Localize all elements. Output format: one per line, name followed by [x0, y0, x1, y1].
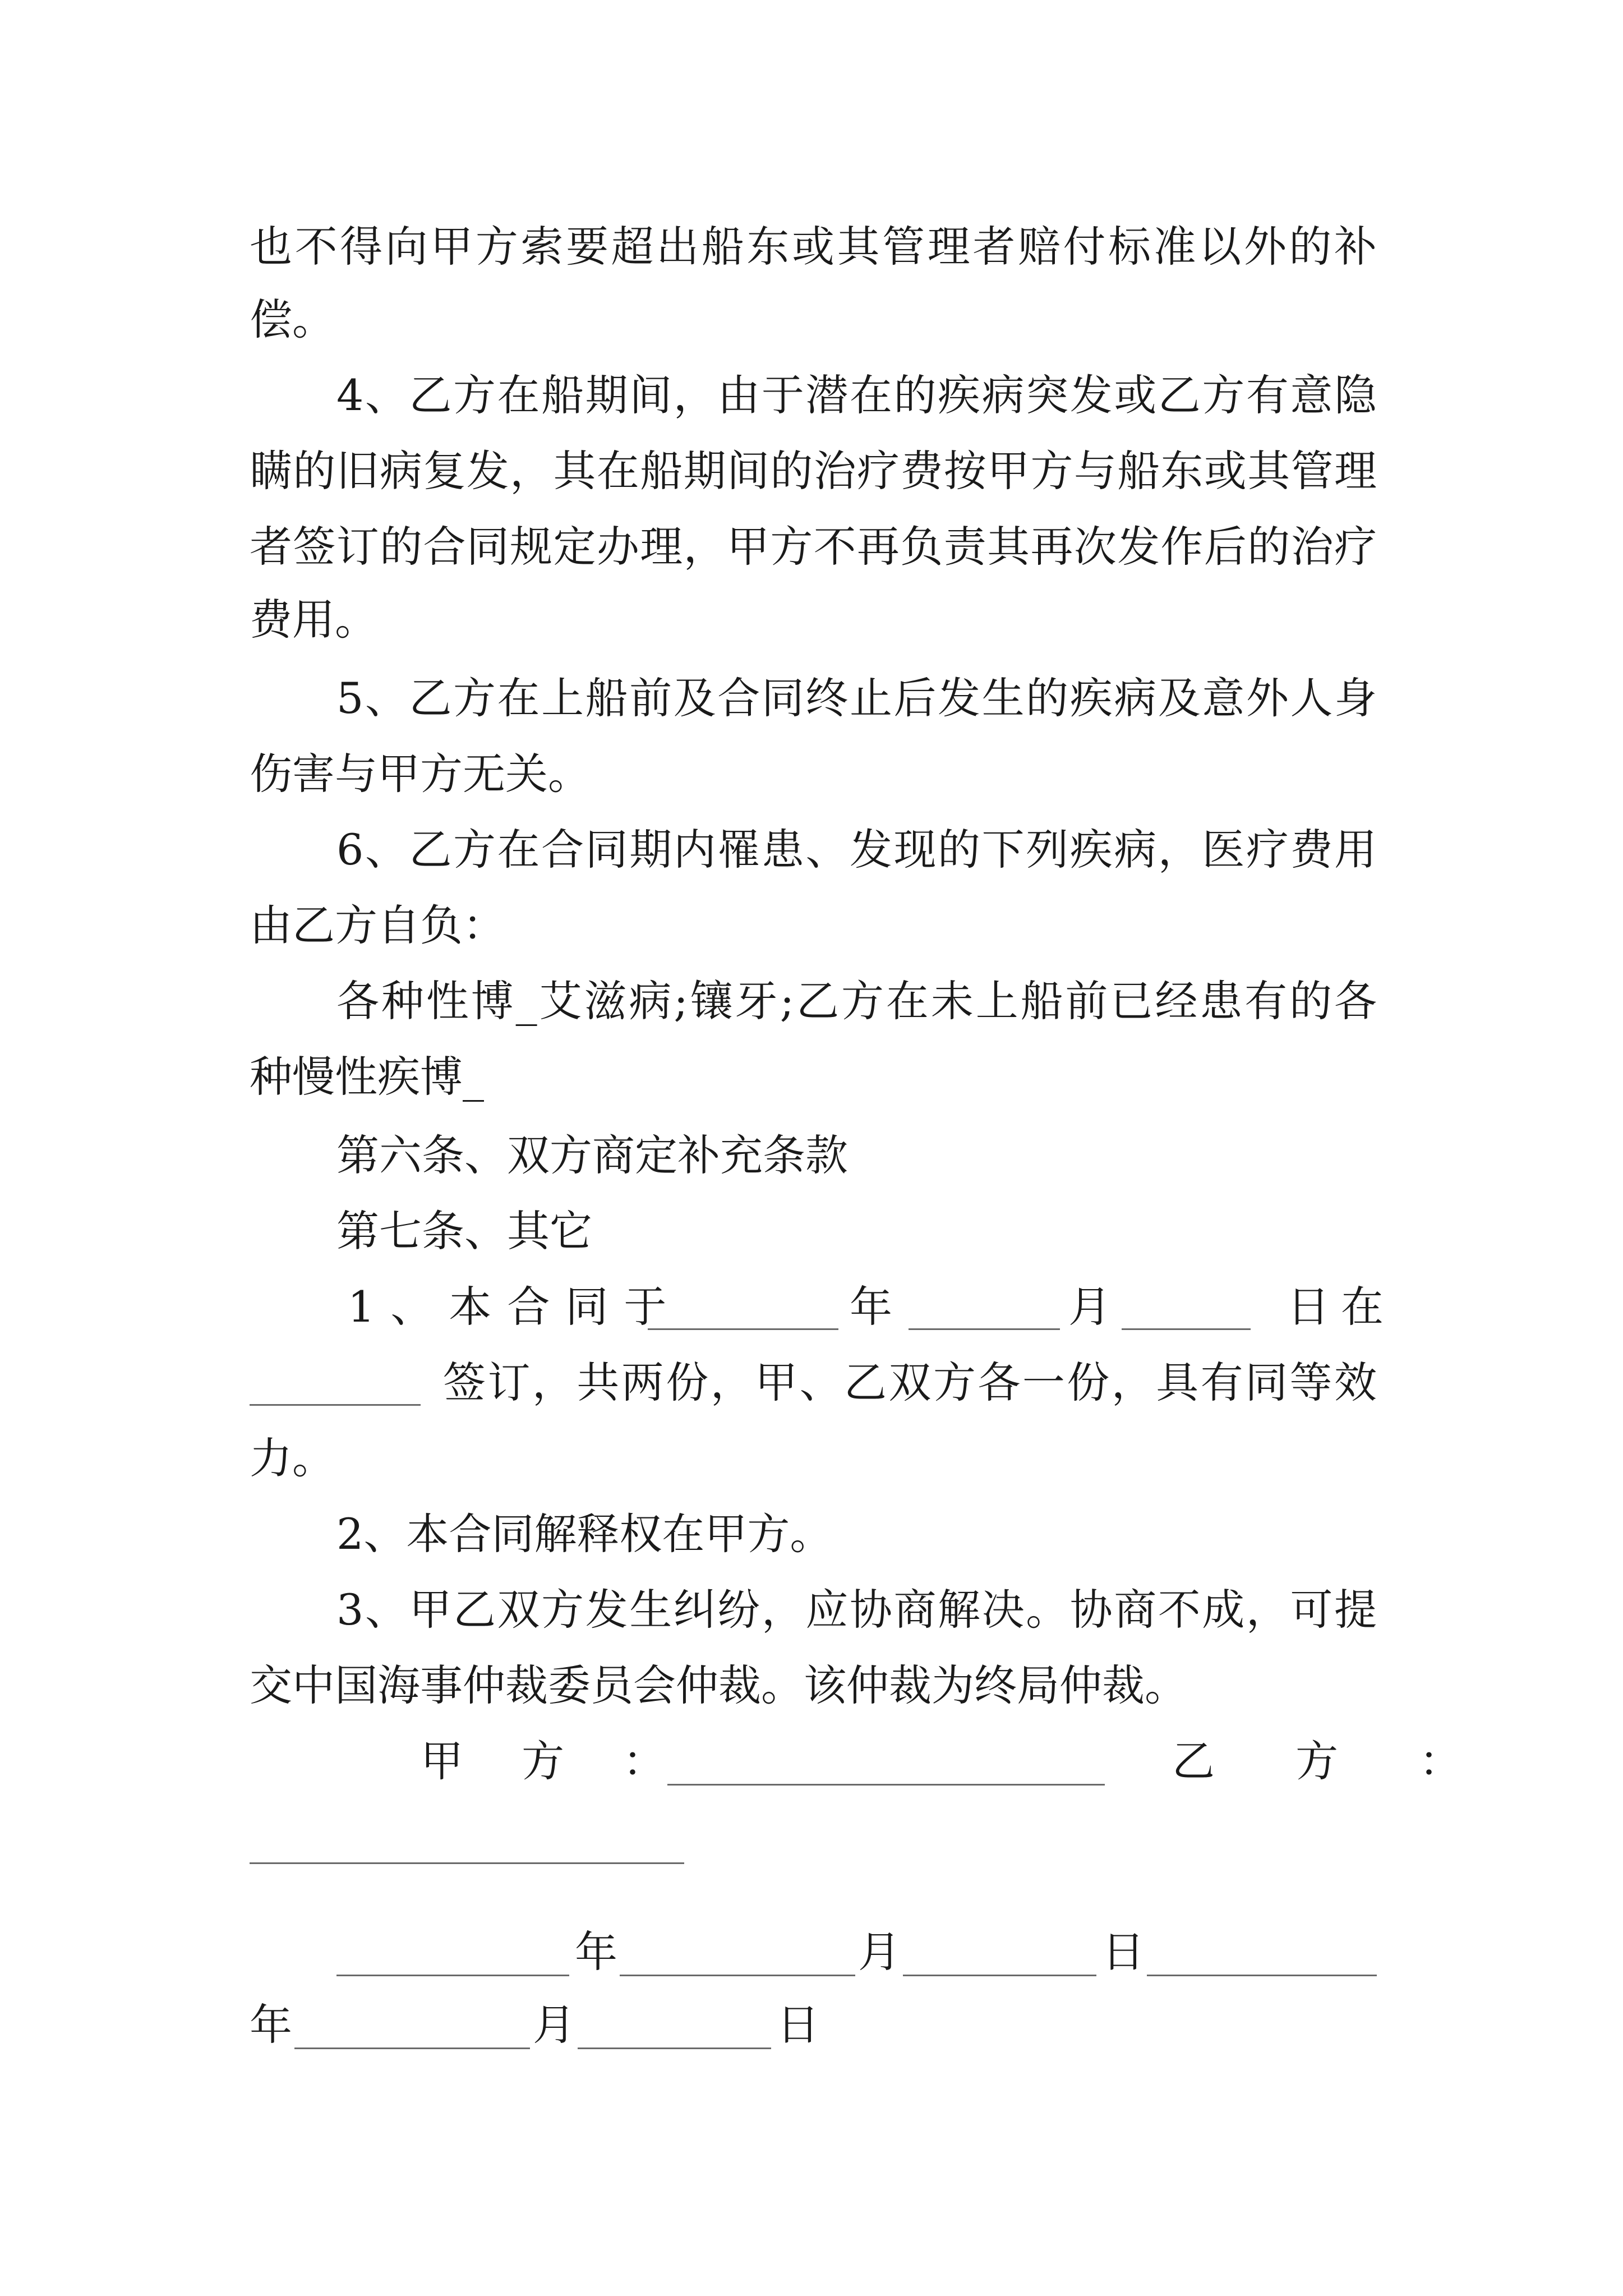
- clause-1-rest: 签订，共两份，甲、乙双方各一份，具有同等效: [443, 1358, 1377, 1407]
- article-six-heading: 第六条、双方商定补充条款: [336, 1130, 848, 1180]
- party-a-year-label: 年: [575, 1927, 617, 1977]
- clause-1-day: 日在: [1287, 1282, 1395, 1332]
- party-b-year-label: 年: [250, 2000, 292, 2050]
- clause-4-line: 瞒的旧病复发，其在船期间的治疗费按甲方与船东或其管理: [250, 446, 1377, 496]
- place-blank[interactable]: [250, 1404, 421, 1406]
- clause-1-prefix: 1、本合同于: [348, 1282, 683, 1332]
- article-seven-heading: 第七条、其它: [336, 1206, 592, 1256]
- paragraph-line: 也不得向甲方索要超出船东或其管理者赔付标准以外的补: [250, 222, 1377, 272]
- disease-list-line: 种慢性疾博_: [250, 1052, 484, 1102]
- month-blank[interactable]: [909, 1328, 1060, 1330]
- party-a-label: 甲 方 ：: [421, 1736, 688, 1786]
- party-b-year-blank[interactable]: [1147, 1975, 1377, 1976]
- party-a-day-blank[interactable]: [903, 1975, 1096, 1976]
- party-b-signature-blank[interactable]: [250, 1862, 684, 1864]
- party-b-month-blank[interactable]: [294, 2047, 530, 2049]
- party-b-month-label: 月: [533, 2000, 575, 2050]
- party-b-day-label: 日: [777, 2000, 819, 2050]
- party-b-day-blank[interactable]: [578, 2047, 771, 2049]
- party-a-month-blank[interactable]: [620, 1975, 855, 1976]
- party-a-day-label: 日: [1102, 1927, 1145, 1977]
- clause-4-line: 费用。: [250, 595, 377, 645]
- party-a-month-label: 月: [858, 1927, 901, 1977]
- clause-6-line: 6、乙方在合同期内罹患、发现的下列疾病，医疗费用: [336, 825, 1377, 875]
- clause-1-end: 力。: [250, 1433, 335, 1483]
- clause-3-line: 3、甲乙双方发生纠纷，应协商解决。协商不成，可提: [336, 1585, 1377, 1635]
- clause-1-year: 年: [850, 1282, 892, 1332]
- clause-6-line: 由乙方自负：: [250, 900, 505, 950]
- clause-4-line: 4、乙方在船期间，由于潜在的疾病突发或乙方有意隐: [336, 370, 1377, 420]
- paragraph-line: 偿。: [250, 295, 335, 344]
- year-blank[interactable]: [648, 1328, 838, 1330]
- clause-5-line: 5、乙方在上船前及合同终止后发生的疾病及意外人身: [336, 673, 1377, 723]
- party-b-label: 乙 方 ：: [1172, 1736, 1496, 1786]
- clause-5-line: 伤害与甲方无关。: [250, 749, 591, 799]
- party-a-year-blank[interactable]: [336, 1975, 569, 1976]
- clause-2: 2、本合同解释权在甲方。: [336, 1509, 833, 1559]
- disease-list-line: 各种性博_艾滋病;镶牙;乙方在未上船前已经患有的各: [336, 976, 1377, 1026]
- clause-4-line: 者签订的合同规定办理，甲方不再负责其再次发作后的治疗: [250, 522, 1377, 572]
- day-blank[interactable]: [1122, 1328, 1251, 1330]
- clause-1-month: 月: [1068, 1282, 1111, 1332]
- party-a-signature-blank[interactable]: [667, 1784, 1105, 1786]
- clause-3-line: 交中国海事仲裁委员会仲裁。该仲裁为终局仲裁。: [250, 1660, 1187, 1710]
